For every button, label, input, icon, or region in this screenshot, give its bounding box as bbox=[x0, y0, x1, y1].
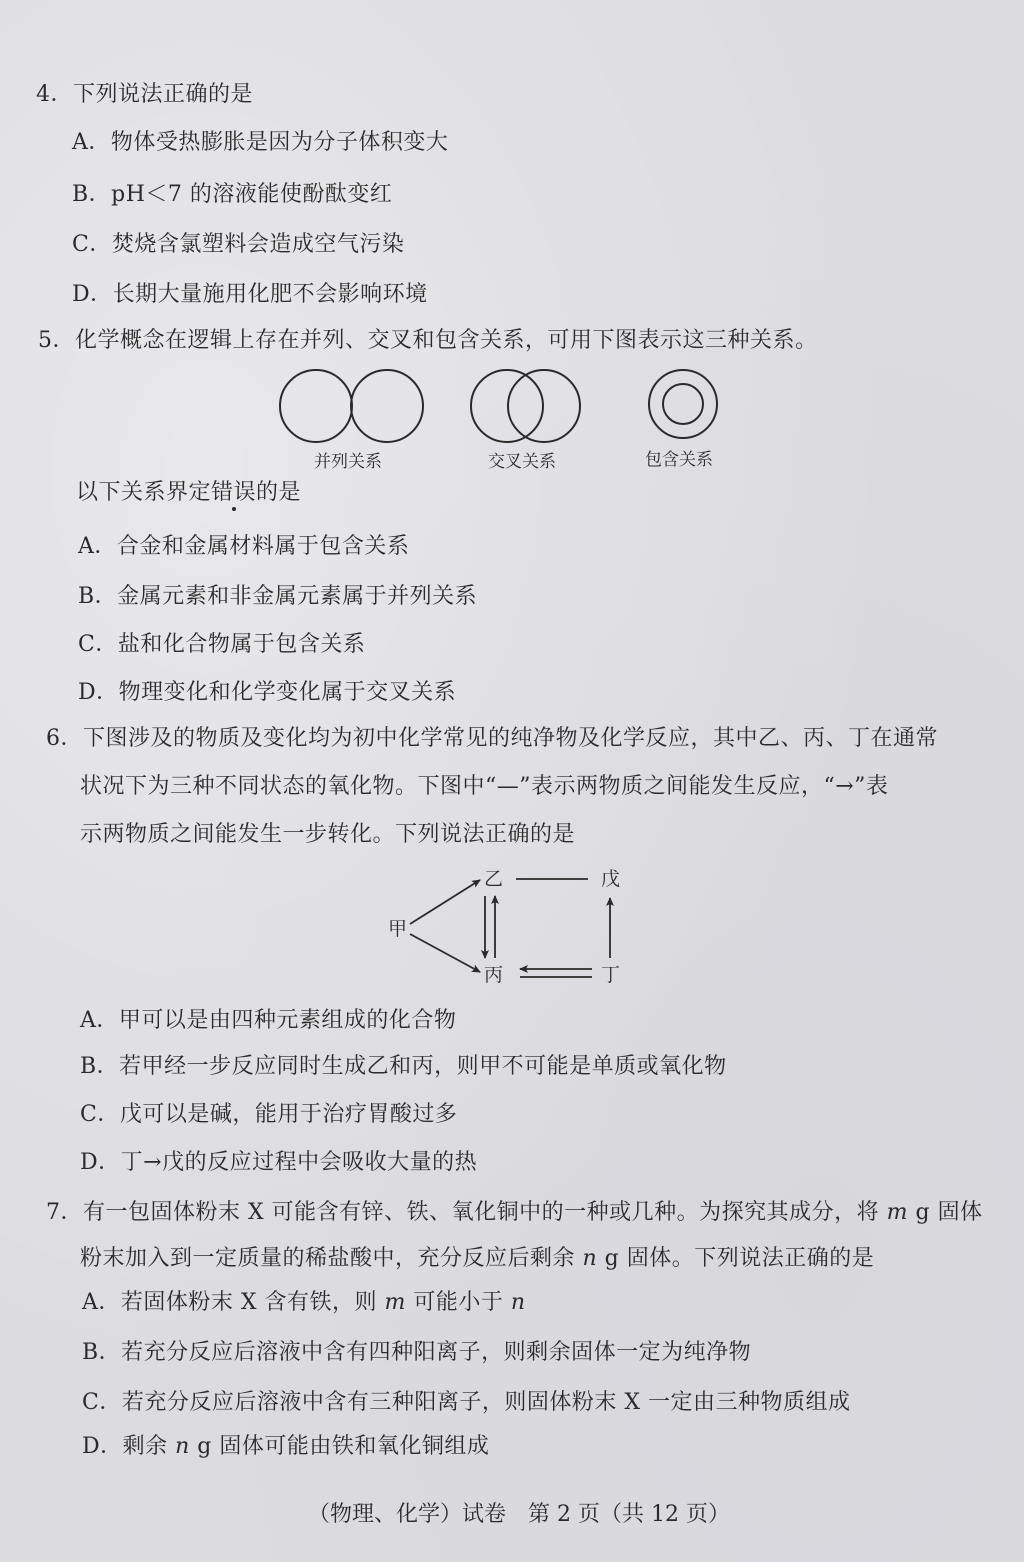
q7-stem-line-2 bbox=[80, 1244, 874, 1274]
q7-option-b: B．若充分反应后溶液中含有四种阳离子，则剩余固体一定为纯净物 bbox=[82, 1340, 752, 1365]
q7-option-d bbox=[82, 1432, 489, 1462]
q7-stem-line-1-a: 7．有一包固体粉末 X 可能含有锌、铁、氧化铜中的一种或几种。为探究其成分，将 bbox=[46, 1200, 887, 1225]
q5-sub-stem-after: 的是 bbox=[256, 480, 302, 505]
node-ding: 丁 bbox=[601, 964, 621, 986]
q5-sub-stem-before: 以下关系界定 bbox=[76, 480, 212, 505]
q4-option-d: D．长期大量施用化肥不会影响环境 bbox=[72, 282, 428, 307]
q7-stem-line-1-b: g 固体 bbox=[908, 1200, 983, 1225]
q7-var-m: m bbox=[886, 1200, 909, 1225]
q7-option-d-text-2: g 固体可能由铁和氧化铜组成 bbox=[189, 1434, 490, 1459]
q6-option-c: C．戊可以是碱，能用于治疗胃酸过多 bbox=[80, 1102, 458, 1127]
q4-option-a: A．物体受热膨胀是因为分子体积变大 bbox=[72, 130, 449, 155]
q4-stem: 4．下列说法正确的是 bbox=[36, 82, 253, 107]
q6-option-a: A．甲可以是由四种元素组成的化合物 bbox=[80, 1008, 457, 1033]
label-parallel: 并列关系 bbox=[314, 452, 382, 472]
q7-var-n: n bbox=[582, 1246, 598, 1271]
q6-option-b: B．若甲经一步反应同时生成乙和丙，则甲不可能是单质或氧化物 bbox=[80, 1054, 727, 1079]
node-bing: 丙 bbox=[484, 964, 504, 986]
q5-stem: 5．化学概念在逻辑上存在并列、交叉和包含关系，可用下图表示这三种关系。 bbox=[38, 328, 818, 353]
q7-option-a-text-2: 可能小于 bbox=[405, 1290, 511, 1315]
q7-option-d-var-n: n bbox=[175, 1434, 190, 1459]
q6-option-d: D．丁→戊的反应过程中会吸收大量的热 bbox=[80, 1150, 478, 1175]
q4-option-b: B．pH＜7 的溶液能使酚酞变红 bbox=[72, 182, 393, 207]
q7-option-a-var-m: m bbox=[384, 1290, 406, 1315]
q7-option-d-text-1: D．剩余 bbox=[82, 1434, 176, 1459]
q6-stem-line-1: 6．下图涉及的物质及变化均为初中化学常见的纯净物及化学反应，其中乙、丙、丁在通常 bbox=[46, 726, 939, 751]
q7-option-c: C．若充分反应后溶液中含有三种阳离子，则固体粉末 X 一定由三种物质组成 bbox=[82, 1390, 851, 1415]
q7-option-a bbox=[82, 1288, 526, 1318]
label-intersect: 交叉关系 bbox=[488, 452, 556, 472]
arrow-jia-to-bing bbox=[410, 934, 480, 972]
q7-stem-line-2-b: g 固体。下列说法正确的是 bbox=[597, 1246, 875, 1271]
q7-stem-line-1 bbox=[46, 1198, 983, 1228]
node-jia: 甲 bbox=[388, 918, 408, 940]
q7-option-a-text-1: A．若固体粉末 X 含有铁，则 bbox=[82, 1290, 385, 1315]
page-footer: （物理、化学）试卷 第 2 页（共 12 页） bbox=[308, 1502, 730, 1527]
q6-stem-line-3: 示两物质之间能发生一步转化。下列说法正确的是 bbox=[80, 822, 576, 847]
q7-stem-line-2-a: 粉末加入到一定质量的稀盐酸中，充分反应后剩余 bbox=[80, 1246, 583, 1271]
q5-sub-stem-emph: 错误 bbox=[211, 480, 257, 505]
q5-option-a: A．合金和金属材料属于包含关系 bbox=[78, 534, 410, 559]
q5-option-d: D．物理变化和化学变化属于交叉关系 bbox=[78, 680, 457, 705]
node-yi: 乙 bbox=[484, 868, 504, 890]
q4-option-c: C．焚烧含氯塑料会造成空气污染 bbox=[72, 232, 405, 257]
q5-option-c: C．盐和化合物属于包含关系 bbox=[78, 632, 366, 657]
node-wu: 戊 bbox=[601, 868, 621, 890]
q7-option-a-var-n: n bbox=[510, 1290, 526, 1315]
arrow-jia-to-yi bbox=[410, 880, 480, 924]
q6-stem-line-2: 状况下为三种不同状态的氧化物。下图中“—”表示两物质之间能发生反应，“→”表 bbox=[80, 774, 889, 799]
label-contain: 包含关系 bbox=[645, 450, 713, 470]
q5-option-b: B．金属元素和非金属元素属于并列关系 bbox=[78, 584, 478, 609]
